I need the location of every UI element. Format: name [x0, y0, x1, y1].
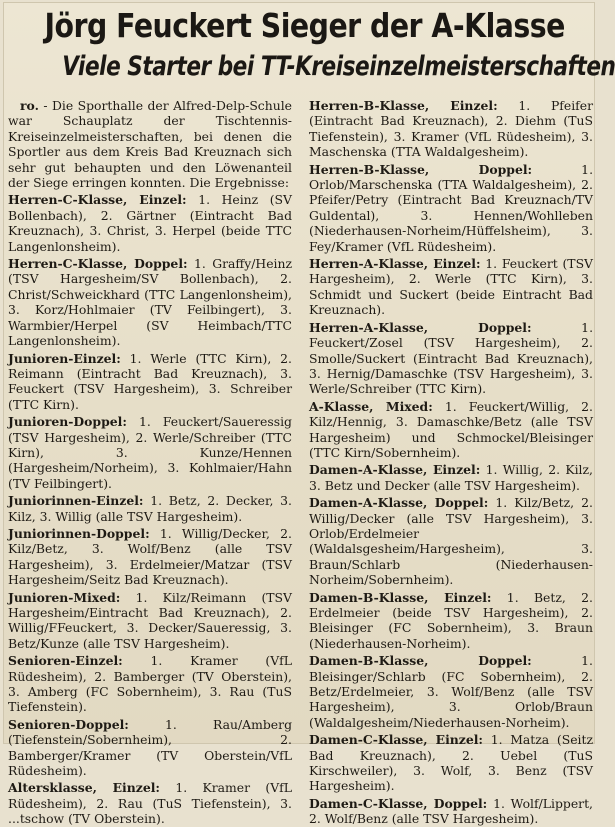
result-category: Damen-A-Klasse, Doppel: — [309, 495, 489, 511]
result-paragraph — [8, 493, 292, 524]
result-text: 1. Kramer (VfL Rüdesheim), 2. Rau (TuS Tiefenstein), 3. ...tschow (TV Oberstein). — [8, 780, 292, 827]
result-category: Damen-C-Klasse, Einzel: — [309, 732, 484, 748]
result-text: 1. Werle (TTC Kirn), 2. Reimann (Eintracht Bad Kreuznach), 3. Feuckert (TSV Hargesheim), 3. Schreiber (TTC Kirn). — [8, 350, 292, 412]
result-category: Senioren-Einzel: — [8, 653, 123, 669]
result-category: Herren-B-Klasse, Doppel: — [309, 161, 533, 177]
result-paragraph — [8, 256, 292, 348]
result-text: 1. Feuckert/Saueressig (TSV Hargesheim), 2. Werle/Schreiber (TTC Kirn), 3. Kunze/Hennen (Hargesheim/Norheim), 3. Kohlmaier/Hahn (TV Feilbingert). — [8, 414, 292, 491]
result-text: 1. Betz, 2. Decker, 3. Kilz, 3. Willig (alle TSV Hargesheim). — [8, 493, 292, 524]
result-paragraph — [8, 590, 292, 652]
result-category: Junioren-Einzel: — [8, 350, 121, 366]
result-category: Herren-A-Klasse, Einzel: — [309, 256, 481, 272]
result-category: A-Klasse, Mixed: — [309, 398, 433, 414]
result-text: 1. Willig, 2. Kilz, 3. Betz und Decker (alle TSV Hargesheim). — [309, 462, 593, 493]
result-paragraph — [309, 320, 593, 397]
result-category: Herren-C-Klasse, Doppel: — [8, 256, 188, 272]
result-category: Herren-A-Klasse, Doppel: — [309, 319, 532, 335]
result-text: 1. Feuckert/Zosel (TSV Hargesheim), 2. Smolle/Suckert (Eintracht Bad Kreuznach), 3. Hernig/Damaschke (TSV Hargesheim), 3. Werle/Schreiber (TTC Kirn). — [309, 319, 594, 397]
result-category: Junioren-Mixed: — [8, 589, 121, 605]
left-column — [8, 98, 292, 827]
result-paragraph — [309, 653, 593, 730]
result-paragraph — [309, 399, 593, 461]
result-paragraph — [309, 256, 593, 318]
right-results — [309, 98, 593, 827]
result-text: 1. Orlob/Marschenska (TTA Waldalgesheim), 2. Pfeifer/Petry (Eintracht Bad Kreuznach/TV Guldental), 3. Hennen/Wohlleben (Niederhausen-Norheim/Hüffelsheim), 3. Fey/Kramer (VfL Rüdesheim). — [309, 161, 594, 254]
result-text: 1. Heinz (SV Bollenbach), 2. Gärtner (Eintracht Bad Kreuznach), 3. Christ, 3. Herpel (beide TTC Langenlonsheim). — [8, 192, 292, 254]
intro-paragraph — [8, 98, 292, 190]
left-results — [8, 192, 292, 826]
result-paragraph — [309, 732, 593, 794]
result-category: Damen-B-Klasse, Doppel: — [309, 653, 532, 669]
result-paragraph — [309, 495, 593, 587]
result-paragraph — [8, 414, 292, 491]
result-category: Damen-B-Klasse, Einzel: — [309, 589, 492, 605]
result-category: Herren-C-Klasse, Einzel: — [8, 192, 187, 208]
result-text: 1. Graffy/Heinz (TSV Hargesheim/SV Bollenbach), 2. Christ/Schweickhard (TTC Langenlonsheim), 3. Korz/Hohlmaier (TV Feilbingert), 3. Warmbier/Herpel (SV Heimbach/TTC Langenlonsheim). — [8, 256, 292, 349]
result-text: 1. Bleisinger/Schlarb (FC Sobernheim), 2. Betz/Erdelmeier, 3. Wolf/Benz (alle TSV Hargesheim), 3. Orlob/Braun (Waldalgesheim/Niederhausen-Norheim). — [309, 653, 593, 730]
result-category: Altersklasse, Einzel: — [8, 780, 160, 796]
result-paragraph — [8, 351, 292, 413]
result-text: 1. Pfeifer (Eintracht Bad Kreuznach), 2. Diehm (TuS Tiefenstein), 3. Kramer (VfL Rüdesheim), 3. Maschenska (TTA Waldalgesheim). — [309, 98, 593, 160]
intro-text: - Die Sporthalle der Alfred-Delp-Schule war Schauplatz der Tischtennis-Kreiseinzelmeisterschaften, bei denen die Sportler aus dem Kreis Bad Kreuznach sich sehr gut behaupten und den Löwenanteil der Siege erringen konnten. Die Ergebnisse: — [8, 98, 292, 191]
result-category: Juniorinnen-Doppel: — [8, 525, 150, 541]
result-paragraph — [8, 717, 292, 779]
result-text: 1. Wolf/Lippert, 2. Wolf/Benz (alle TSV Hargesheim). — [309, 795, 593, 827]
result-category: Senioren-Doppel: — [8, 716, 129, 732]
result-paragraph — [8, 192, 292, 254]
result-paragraph — [309, 462, 593, 493]
result-text: 1. Matza (Seitz Bad Kreuznach), 2. Uebel (TuS Kirschweiler), 3. Wolf, 3. Benz (TSV Hargesheim). — [309, 732, 593, 794]
result-text: 1. Feuckert/Willig, 2. Kilz/Hennig, 3. Damaschke/Betz (alle TSV Hargesheim) und Schmockel/Bleisinger (TTC Kirn/Sobernheim). — [309, 398, 593, 460]
result-paragraph — [8, 780, 292, 826]
result-paragraph — [309, 98, 593, 160]
headline: Jörg Feuckert Sieger der A-Klasse — [44, 6, 565, 45]
result-paragraph — [309, 162, 593, 254]
result-text: 1. Rau/Amberg (Tiefenstein/Sobernheim), 2. Bamberger/Kramer (TV Oberstein/VfL Rüdesheim). — [8, 716, 292, 779]
subheadline: Viele Starter bei TT-Kreiseinzelmeisterschaften — [62, 51, 615, 82]
result-paragraph — [8, 526, 292, 588]
result-paragraph — [309, 590, 593, 652]
result-text: 1. Feuckert (TSV Hargesheim), 2. Werle (TTC Kirn), 3. Schmidt und Suckert (beide Eintracht Bad Kreuznach). — [309, 256, 594, 318]
right-column — [309, 98, 594, 827]
result-category: Juniorinnen-Einzel: — [8, 493, 144, 509]
result-text: 1. Kramer (VfL Rüdesheim), 2. Bamberger (TV Oberstein), 3. Amberg (FC Sobernheim), 3. Rau (TuS Tiefenstein). — [8, 653, 292, 715]
result-category: Junioren-Doppel: — [8, 414, 127, 430]
result-paragraph — [8, 653, 292, 715]
result-text: 1. Kilz/Reimann (TSV Hargesheim/Eintracht Bad Kreuznach), 2. Willig/FFeuckert, 3. Decker/Saueressig, 3. Betz/Kunze (alle TSV Hargesheim). — [8, 589, 292, 651]
result-paragraph — [309, 796, 593, 827]
newspaper-clipping — [3, 2, 615, 827]
result-category: Herren-B-Klasse, Einzel: — [309, 98, 498, 113]
result-text: 1. Willig/Decker, 2. Kilz/Betz, 3. Wolf/Benz (alle TSV Hargesheim), 3. Erdelmeier/Matzar (TSV Hargesheim/Seitz Bad Kreuznach). — [8, 525, 292, 588]
result-text: 1. Kilz/Betz, 2. Willig/Decker (alle TSV Hargesheim), 3. Orlob/Erdelmeier (Waldalsgesheim/Hargesheim), 3. Braun/Schlarb (Niederhausen-Norheim/Sobernheim). — [309, 495, 593, 588]
result-category: Damen-C-Klasse, Doppel: — [309, 795, 488, 811]
result-category: Damen-A-Klasse, Einzel: — [309, 462, 481, 478]
result-text: 1. Betz, 2. Erdelmeier (beide TSV Hargesheim), 2. Bleisinger (FC Sobernheim), 3. Braun (Niederhausen-Norheim). — [309, 589, 593, 651]
source-tag: ro. — [20, 98, 39, 113]
